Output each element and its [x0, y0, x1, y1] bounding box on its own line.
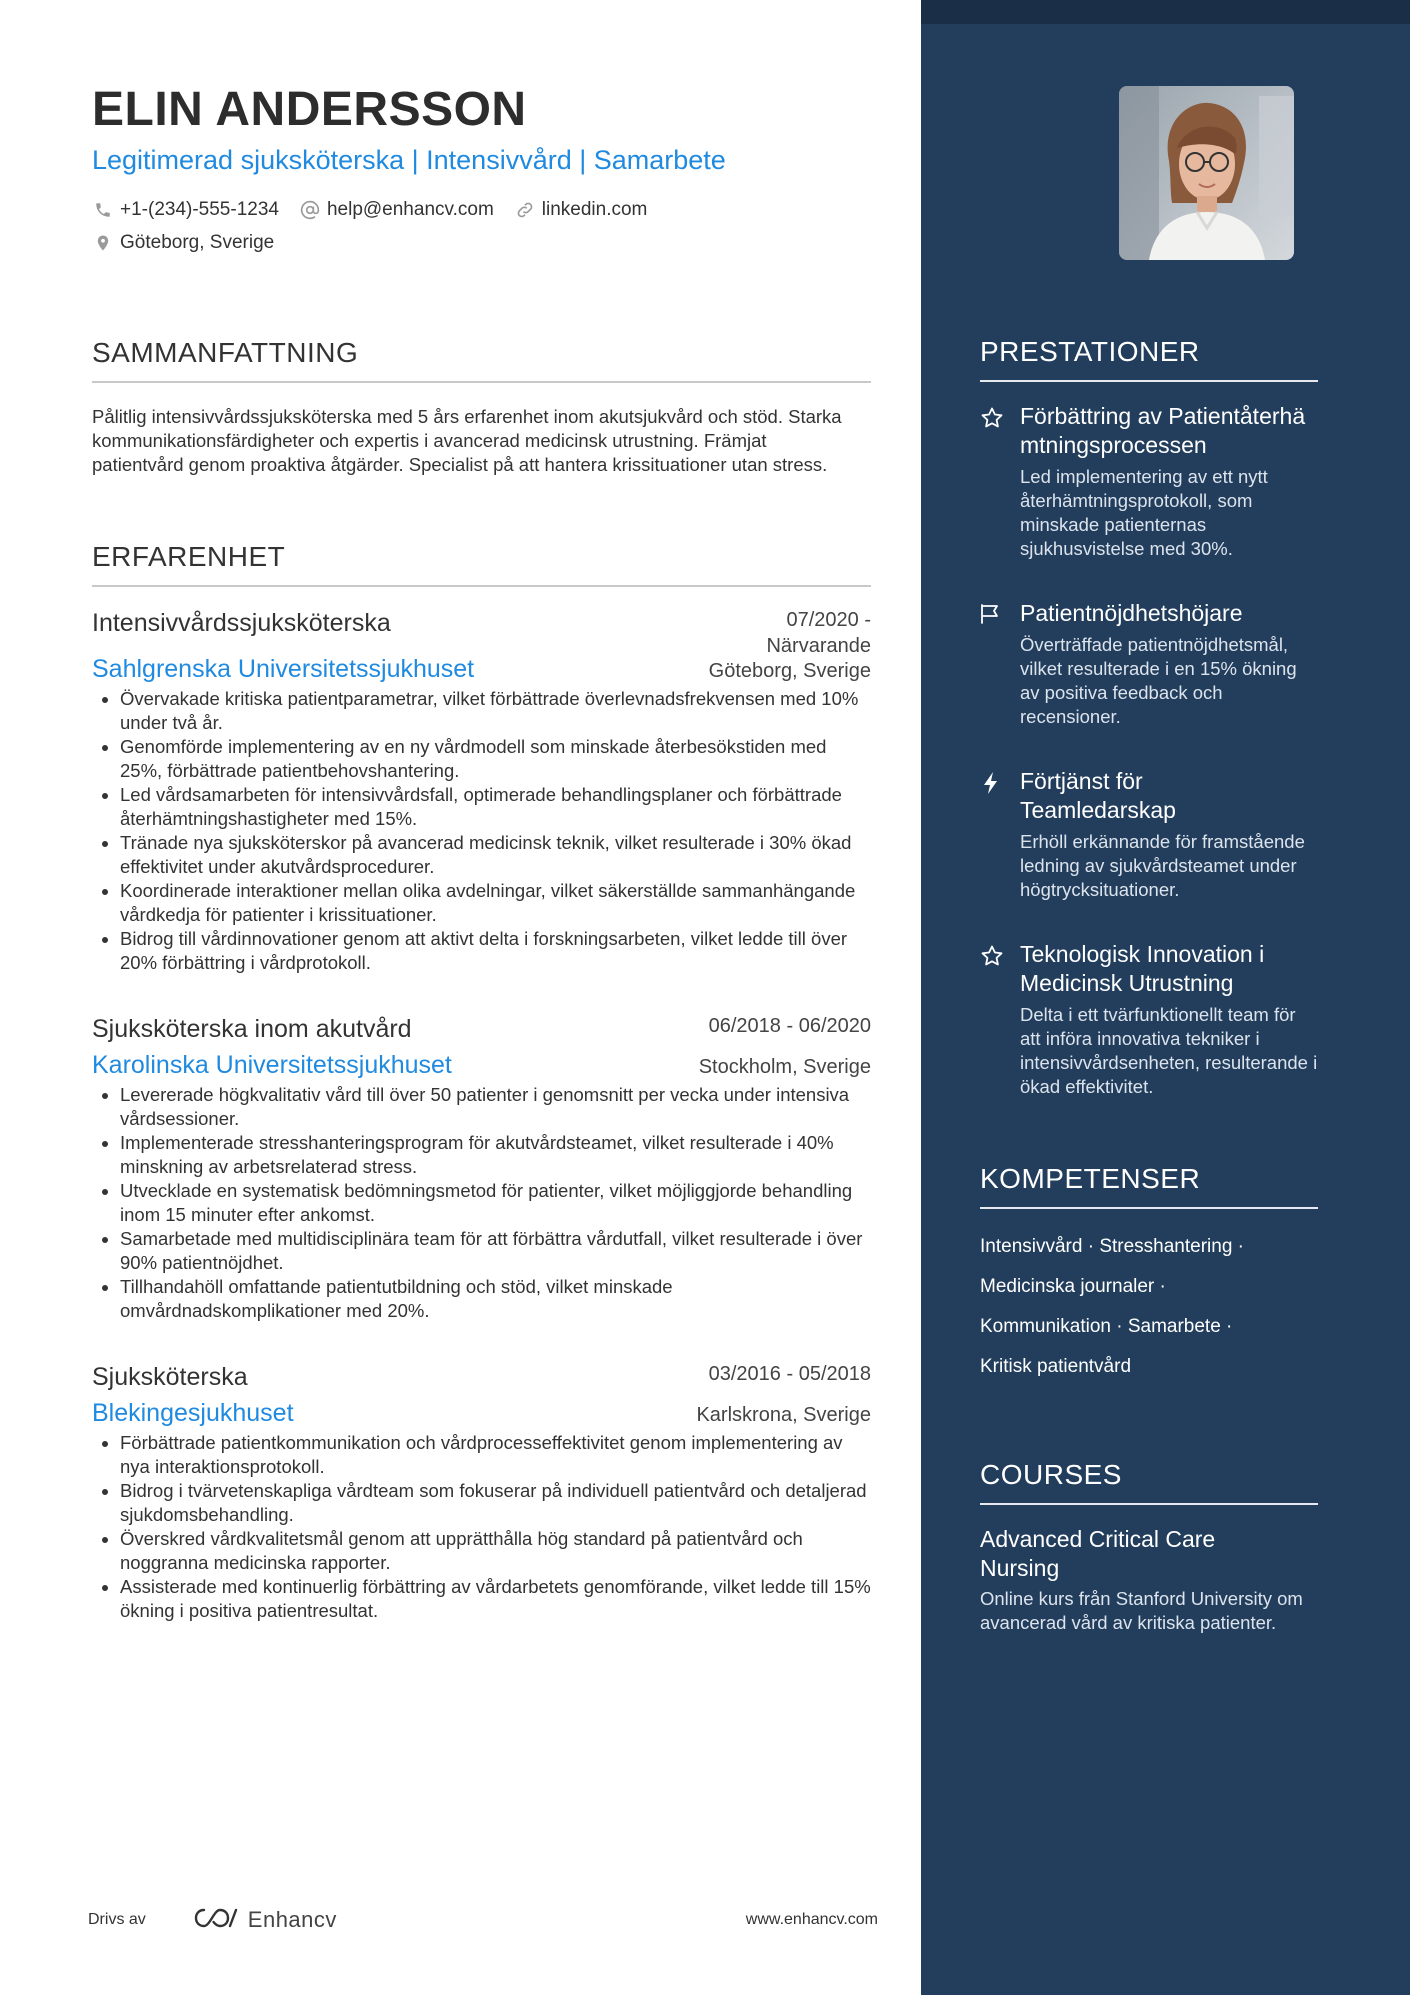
achievement-title: Patientnöjdhetshöjare	[1020, 600, 1243, 626]
sidebar	[921, 0, 1410, 1995]
job-company: Blekingesjukhuset	[92, 1399, 294, 1427]
course-desc: Online kurs från Stanford University om avancerad vård av kritiska patienter.	[980, 1588, 1303, 1633]
phone-text: +1-(234)-555-1234	[120, 198, 279, 220]
job-bullet: • Levererade högkvalitativ vård till över 50 patienter i genomsnitt per vecka under intensiva vårdsessioner.	[120, 1083, 871, 1131]
job-bullet: • Bidrog till vårdinnovationer genom att aktivt delta i forskningsarbeten, vilket ledde till över 20% förbättring i vårdprotokoll.	[120, 927, 871, 975]
job-company: Sahlgrenska Universitetssjukhuset	[92, 655, 475, 683]
location-contact	[92, 232, 274, 254]
job-location: Karlskrona, Sverige	[696, 1404, 871, 1426]
job-bullets	[92, 687, 871, 975]
sidebar-top-bar	[921, 0, 1410, 24]
job-role: Sjuksköterska inom akutvård	[92, 1015, 412, 1043]
job-bullet: • Utvecklade en systematisk bedömningsmetod för patienter, vilket möjliggjorde behandling inom 15 minuter efter ankomst.	[120, 1179, 871, 1227]
star-icon	[980, 402, 1020, 561]
job-bullets	[92, 1431, 871, 1623]
job-location: Göteborg, Sverige	[708, 660, 871, 682]
job-bullet: • Implementerade stresshanteringsprogram för akutvårdsteamet, vilket resulterade i 40% minskning av arbetsrelaterad stress.	[120, 1131, 871, 1179]
achievement-item	[980, 599, 1318, 729]
job-entry	[92, 1361, 871, 1623]
contact-block	[92, 193, 871, 259]
job-entry	[92, 1013, 871, 1323]
brand-name: Enhancv	[247, 1907, 337, 1932]
flag-icon	[980, 599, 1020, 729]
achievement-title: Förtjänst för Teamledarskap	[1020, 768, 1176, 823]
achievement-desc: Led implementering av ett nytt återhämtningsprotokoll, som minskade patienternas sjukhusvistelse med 30%.	[1020, 466, 1268, 559]
location-pin-icon	[92, 232, 114, 254]
job-location: Stockholm, Sverige	[698, 1056, 871, 1078]
job-bullet: • Förbättrade patientkommunikation och vårdprocesseffektivitet genom implementering av nya interaktionsprotokoll.	[120, 1431, 871, 1479]
experience-heading: ERFARENHET	[92, 541, 871, 587]
job-bullet: • Tränade nya sjuksköterskor på avancerad medicinsk teknik, vilket resulterade i 30% ökad effektivitet under akutvårdsprocedurer.	[120, 831, 871, 879]
job-bullet: • Koordinerade interaktioner mellan olika avdelningar, vilket säkerställde sammanhängande vårdkedja för patienter i krissituationer.	[120, 879, 871, 927]
job-bullet: • Genomförde implementering av en ny vårdmodell som minskade återbesökstiden med 25%, förbättrade patientbehovshantering.	[120, 735, 871, 783]
job-entry	[92, 607, 871, 975]
skill-line: Intensivvård · Stresshantering ·	[980, 1236, 1245, 1257]
infinity-logo-icon	[192, 1906, 238, 1935]
job-role: Intensivvårdssjuksköterska	[92, 609, 391, 637]
phone-contact[interactable]	[92, 199, 279, 221]
email-contact[interactable]	[299, 199, 494, 221]
achievement-title: Teknologisk Innovation i Medicinsk Utrustning	[1020, 941, 1265, 996]
job-bullet: • Övervakade kritiska patientparametrar, vilket förbättrade överlevnadsfrekvensen med 10% under två år.	[120, 687, 871, 735]
candidate-title: Legitimerad sjuksköterska | Intensivvård | Samarbete	[92, 145, 726, 175]
location-text: Göteborg, Sverige	[120, 231, 275, 253]
job-bullet: • Led vårdsamarbeten för intensivvårdsfall, optimerade behandlingsplaner och förbättrade återhämtningshastigheter med 15%.	[120, 783, 871, 831]
skills-heading: KOMPETENSER	[980, 1163, 1318, 1209]
at-icon	[299, 199, 321, 221]
job-date: 03/2016 - 05/2018	[708, 1363, 871, 1385]
course-title: Advanced Critical Care Nursing	[980, 1526, 1216, 1581]
achievement-desc: Erhöll erkännande för framstående ledning av sjukvårdsteamet under högtrycksituationer.	[1020, 831, 1305, 900]
achievement-desc: Delta i ett tvärfunktionellt team för att införa innovativa tekniker i intensivvårdsenheten, resulterande i ökad effektivitet.	[1020, 1004, 1318, 1097]
linkedin-contact[interactable]	[514, 199, 648, 221]
job-bullet: • Assisterade med kontinuerlig förbättring av vårdarbetets genomförande, vilket ledde till 15% ökning i positiva patientresultat.	[120, 1575, 871, 1623]
linkedin-text: linkedin.com	[541, 198, 648, 220]
skills-list	[980, 1227, 1318, 1387]
job-bullet: • Samarbetade med multidisciplinära team för att förbättra vårdutfall, vilket resulterade i över 90% patientnöjdhet.	[120, 1227, 871, 1275]
enhancv-logo[interactable]	[192, 1906, 337, 1935]
job-bullet: • Bidrog i tvärvetenskapliga vårdteam som fokuserar på individuell patientvård och detaljerad sjukdomsbehandling.	[120, 1479, 871, 1527]
job-bullets	[92, 1083, 871, 1323]
achievement-item	[980, 767, 1318, 902]
skill-line: Kommunikation · Samarbete ·	[980, 1316, 1233, 1337]
link-icon	[514, 199, 536, 221]
skill-line: Medicinska journaler ·	[980, 1276, 1166, 1297]
achievement-item	[980, 940, 1318, 1099]
job-role: Sjuksköterska	[92, 1363, 248, 1391]
candidate-name: ELIN ANDERSSON	[92, 83, 527, 136]
email-text: help@enhancv.com	[326, 198, 494, 220]
skill-line: Kritisk patientvård	[980, 1356, 1132, 1377]
summary-heading: SAMMANFATTNING	[92, 337, 871, 383]
job-date: 07/2020 - Närvarande	[766, 609, 871, 657]
achievement-title: Förbättring av Patientåterhämtningsprocessen	[1020, 403, 1306, 458]
job-bullet: • Tillhandahöll omfattande patientutbildning och stöd, vilket minskade omvårdnadskomplikationer med 20%.	[120, 1275, 871, 1323]
courses-heading: COURSES	[980, 1459, 1318, 1505]
footer	[88, 1900, 878, 1940]
job-company: Karolinska Universitetssjukhuset	[92, 1051, 452, 1079]
job-bullet: • Överskred vårdkvalitetsmål genom att upprätthålla hög standard på patientvård och noggranna medicinska rapporter.	[120, 1527, 871, 1575]
star-icon	[980, 940, 1020, 1099]
job-date: 06/2018 - 06/2020	[708, 1015, 871, 1037]
phone-icon	[92, 199, 114, 221]
achievement-desc: Överträffade patientnöjdhetsmål, vilket resulterade i en 15% ökning av positiva feedback och recensioner.	[1020, 634, 1297, 727]
profile-photo	[1119, 86, 1294, 260]
achievements-heading: PRESTATIONER	[980, 336, 1318, 382]
course-item	[980, 1525, 1318, 1635]
summary-text: Pålitlig intensivvårdssjuksköterska med 5 års erfarenhet inom akutsjukvård och stöd. Starka kommunikationsfärdigheter och expertis i avancerad medicinsk utrustning. Främjat patientvård genom proaktiva åtgärder. Specialist på att hantera krissituationer utan stress.	[92, 406, 842, 475]
powered-by-label: Drivs av	[88, 1911, 146, 1928]
footer-url[interactable]: www.enhancv.com	[745, 1911, 878, 1928]
achievement-item	[980, 402, 1318, 561]
bolt-icon	[980, 767, 1020, 902]
